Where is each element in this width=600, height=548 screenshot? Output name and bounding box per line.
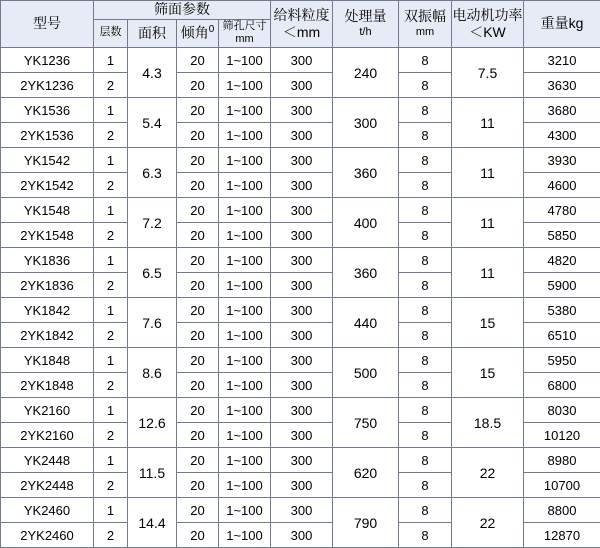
cell-weight: 5380 (524, 298, 600, 323)
cell-motor-power: 15 (452, 298, 524, 348)
cell-weight: 3680 (524, 98, 600, 123)
header-capacity (333, 1, 399, 48)
cell-weight: 3630 (524, 73, 600, 98)
cell-incline: 20 (177, 448, 219, 473)
header-amplitude (399, 1, 452, 48)
cell-capacity: 500 (333, 348, 399, 398)
cell-amplitude: 8 (399, 248, 452, 273)
cell-area: 12.6 (128, 398, 177, 448)
cell-mesh: 1~100 (219, 198, 271, 223)
header-mesh-label: 筛孔尺寸 (223, 20, 267, 32)
cell-weight: 3930 (524, 148, 600, 173)
cell-capacity: 360 (333, 148, 399, 198)
cell-incline: 20 (177, 473, 219, 498)
cell-weight: 10120 (524, 423, 600, 448)
cell-mesh: 1~100 (219, 98, 271, 123)
cell-mesh: 1~100 (219, 273, 271, 298)
cell-mesh: 1~100 (219, 423, 271, 448)
cell-amplitude: 8 (399, 473, 452, 498)
cell-feed-size: 300 (271, 523, 333, 548)
cell-feed-size: 300 (271, 173, 333, 198)
cell-motor-power: 11 (452, 148, 524, 198)
header-model: 型号 (1, 1, 94, 48)
header-capacity-label: 处理量 (333, 8, 398, 26)
header-row-group (1, 1, 600, 20)
cell-mesh: 1~100 (219, 348, 271, 373)
cell-capacity: 750 (333, 398, 399, 448)
cell-incline: 20 (177, 123, 219, 148)
cell-layers: 2 (94, 123, 128, 148)
cell-layers: 1 (94, 448, 128, 473)
cell-motor-power: 18.5 (452, 398, 524, 448)
cell-layers: 2 (94, 173, 128, 198)
cell-incline: 20 (177, 348, 219, 373)
cell-mesh: 1~100 (219, 523, 271, 548)
cell-area: 7.2 (128, 198, 177, 248)
cell-layers: 2 (94, 473, 128, 498)
cell-model: 2YK1542 (1, 173, 94, 198)
cell-incline: 20 (177, 173, 219, 198)
header-layers: 层数 (94, 19, 128, 48)
cell-layers: 1 (94, 348, 128, 373)
cell-layers: 2 (94, 523, 128, 548)
cell-amplitude: 8 (399, 48, 452, 73)
cell-area: 14.4 (128, 498, 177, 548)
cell-amplitude: 8 (399, 448, 452, 473)
cell-model: YK1236 (1, 48, 94, 73)
cell-feed-size: 300 (271, 473, 333, 498)
cell-amplitude: 8 (399, 398, 452, 423)
cell-amplitude: 8 (399, 273, 452, 298)
cell-amplitude: 8 (399, 498, 452, 523)
cell-feed-size: 300 (271, 398, 333, 423)
cell-model: YK1842 (1, 298, 94, 323)
cell-layers: 1 (94, 498, 128, 523)
cell-incline: 20 (177, 323, 219, 348)
cell-amplitude: 8 (399, 198, 452, 223)
cell-weight: 3210 (524, 48, 600, 73)
cell-feed-size: 300 (271, 123, 333, 148)
cell-incline: 20 (177, 73, 219, 98)
table-row (1, 398, 600, 423)
cell-weight: 4780 (524, 198, 600, 223)
cell-capacity: 300 (333, 98, 399, 148)
cell-weight: 12870 (524, 523, 600, 548)
header-amplitude-unit: mm (399, 26, 451, 40)
cell-incline: 20 (177, 198, 219, 223)
cell-mesh: 1~100 (219, 148, 271, 173)
cell-feed-size: 300 (271, 248, 333, 273)
cell-weight: 8800 (524, 498, 600, 523)
cell-mesh: 1~100 (219, 248, 271, 273)
cell-motor-power: 11 (452, 198, 524, 248)
cell-motor-power: 11 (452, 98, 524, 148)
cell-amplitude: 8 (399, 123, 452, 148)
cell-weight: 4820 (524, 248, 600, 273)
cell-mesh: 1~100 (219, 323, 271, 348)
cell-mesh: 1~100 (219, 473, 271, 498)
cell-capacity: 790 (333, 498, 399, 548)
cell-incline: 20 (177, 298, 219, 323)
cell-layers: 1 (94, 148, 128, 173)
cell-mesh: 1~100 (219, 498, 271, 523)
cell-model: 2YK1848 (1, 373, 94, 398)
cell-layers: 2 (94, 73, 128, 98)
cell-feed-size: 300 (271, 373, 333, 398)
table-row (1, 498, 600, 523)
cell-mesh: 1~100 (219, 398, 271, 423)
cell-model: 2YK1536 (1, 123, 94, 148)
cell-weight: 6510 (524, 323, 600, 348)
table-row (1, 198, 600, 223)
cell-mesh: 1~100 (219, 223, 271, 248)
cell-weight: 8030 (524, 398, 600, 423)
cell-model: YK2448 (1, 448, 94, 473)
cell-amplitude: 8 (399, 373, 452, 398)
cell-model: YK2460 (1, 498, 94, 523)
cell-amplitude: 8 (399, 323, 452, 348)
cell-amplitude: 8 (399, 423, 452, 448)
header-screen-params-group: 筛面参数 (94, 1, 271, 20)
cell-model: 2YK2448 (1, 473, 94, 498)
cell-weight: 5850 (524, 223, 600, 248)
cell-incline: 20 (177, 523, 219, 548)
header-incline-sup: 0 (209, 24, 215, 35)
cell-feed-size: 300 (271, 198, 333, 223)
header-feed-size-label: 给料粒度＜mm (274, 7, 330, 41)
cell-mesh: 1~100 (219, 48, 271, 73)
cell-feed-size: 300 (271, 148, 333, 173)
cell-area: 6.5 (128, 248, 177, 298)
cell-capacity: 400 (333, 198, 399, 248)
header-incline (177, 19, 219, 48)
cell-model: YK1542 (1, 148, 94, 173)
cell-weight: 5950 (524, 348, 600, 373)
cell-layers: 1 (94, 98, 128, 123)
cell-model: YK2160 (1, 398, 94, 423)
cell-mesh: 1~100 (219, 298, 271, 323)
cell-capacity: 240 (333, 48, 399, 98)
cell-amplitude: 8 (399, 148, 452, 173)
table-row (1, 448, 600, 473)
cell-feed-size: 300 (271, 223, 333, 248)
header-capacity-unit: t/h (333, 26, 398, 40)
cell-amplitude: 8 (399, 298, 452, 323)
cell-amplitude: 8 (399, 98, 452, 123)
cell-feed-size: 300 (271, 323, 333, 348)
cell-model: 2YK2160 (1, 423, 94, 448)
cell-model: YK1548 (1, 198, 94, 223)
cell-weight: 4600 (524, 173, 600, 198)
cell-layers: 1 (94, 298, 128, 323)
cell-incline: 20 (177, 48, 219, 73)
cell-weight: 4300 (524, 123, 600, 148)
cell-motor-power: 22 (452, 498, 524, 548)
table-row (1, 248, 600, 273)
header-amplitude-label: 双振幅 (399, 8, 451, 26)
cell-area: 11.5 (128, 448, 177, 498)
header-weight: 重量kg (524, 1, 600, 48)
cell-feed-size: 300 (271, 423, 333, 448)
cell-incline: 20 (177, 498, 219, 523)
table-row (1, 348, 600, 373)
cell-area: 4.3 (128, 48, 177, 98)
cell-model: YK1536 (1, 98, 94, 123)
cell-incline: 20 (177, 398, 219, 423)
cell-area: 5.4 (128, 98, 177, 148)
cell-incline: 20 (177, 148, 219, 173)
cell-area: 7.6 (128, 298, 177, 348)
cell-incline: 20 (177, 373, 219, 398)
cell-incline: 20 (177, 273, 219, 298)
cell-layers: 2 (94, 273, 128, 298)
cell-area: 8.6 (128, 348, 177, 398)
header-motor-power (452, 1, 524, 48)
header-area: 面积 (128, 19, 177, 48)
cell-incline: 20 (177, 248, 219, 273)
cell-feed-size: 300 (271, 98, 333, 123)
cell-feed-size: 300 (271, 48, 333, 73)
cell-weight: 6800 (524, 373, 600, 398)
header-motor-power-label: 电动机功率＜KW (453, 7, 523, 41)
cell-amplitude: 8 (399, 173, 452, 198)
cell-amplitude: 8 (399, 73, 452, 98)
cell-amplitude: 8 (399, 523, 452, 548)
cell-layers: 1 (94, 398, 128, 423)
header-feed-size (271, 1, 333, 48)
cell-layers: 1 (94, 248, 128, 273)
cell-model: 2YK2460 (1, 523, 94, 548)
cell-feed-size: 300 (271, 273, 333, 298)
cell-capacity: 620 (333, 448, 399, 498)
cell-incline: 20 (177, 223, 219, 248)
cell-weight: 5900 (524, 273, 600, 298)
cell-motor-power: 22 (452, 448, 524, 498)
table-row (1, 98, 600, 123)
cell-feed-size: 300 (271, 498, 333, 523)
cell-layers: 1 (94, 48, 128, 73)
cell-weight: 10700 (524, 473, 600, 498)
cell-mesh: 1~100 (219, 373, 271, 398)
cell-amplitude: 8 (399, 223, 452, 248)
cell-mesh: 1~100 (219, 448, 271, 473)
cell-motor-power: 11 (452, 248, 524, 298)
header-mesh (219, 19, 271, 48)
table-row (1, 148, 600, 173)
cell-capacity: 360 (333, 248, 399, 298)
table-body (1, 48, 600, 548)
cell-motor-power: 15 (452, 348, 524, 398)
cell-weight: 8980 (524, 448, 600, 473)
cell-layers: 2 (94, 373, 128, 398)
cell-mesh: 1~100 (219, 173, 271, 198)
cell-incline: 20 (177, 423, 219, 448)
cell-incline: 20 (177, 98, 219, 123)
cell-layers: 2 (94, 323, 128, 348)
cell-model: YK1836 (1, 248, 94, 273)
cell-model: 2YK1236 (1, 73, 94, 98)
cell-layers: 1 (94, 198, 128, 223)
table-row (1, 298, 600, 323)
cell-capacity: 440 (333, 298, 399, 348)
cell-model: YK1848 (1, 348, 94, 373)
cell-layers: 2 (94, 223, 128, 248)
cell-model: 2YK1548 (1, 223, 94, 248)
cell-area: 6.3 (128, 148, 177, 198)
cell-model: 2YK1836 (1, 273, 94, 298)
table-row (1, 48, 600, 73)
cell-feed-size: 300 (271, 298, 333, 323)
cell-feed-size: 300 (271, 448, 333, 473)
header-mesh-unit: mm (219, 33, 270, 47)
cell-feed-size: 300 (271, 73, 333, 98)
cell-mesh: 1~100 (219, 73, 271, 98)
table-header (1, 1, 600, 48)
cell-layers: 2 (94, 423, 128, 448)
cell-amplitude: 8 (399, 348, 452, 373)
header-incline-label: 倾角 (181, 25, 209, 41)
cell-mesh: 1~100 (219, 123, 271, 148)
cell-feed-size: 300 (271, 348, 333, 373)
cell-model: 2YK1842 (1, 323, 94, 348)
cell-motor-power: 7.5 (452, 48, 524, 98)
